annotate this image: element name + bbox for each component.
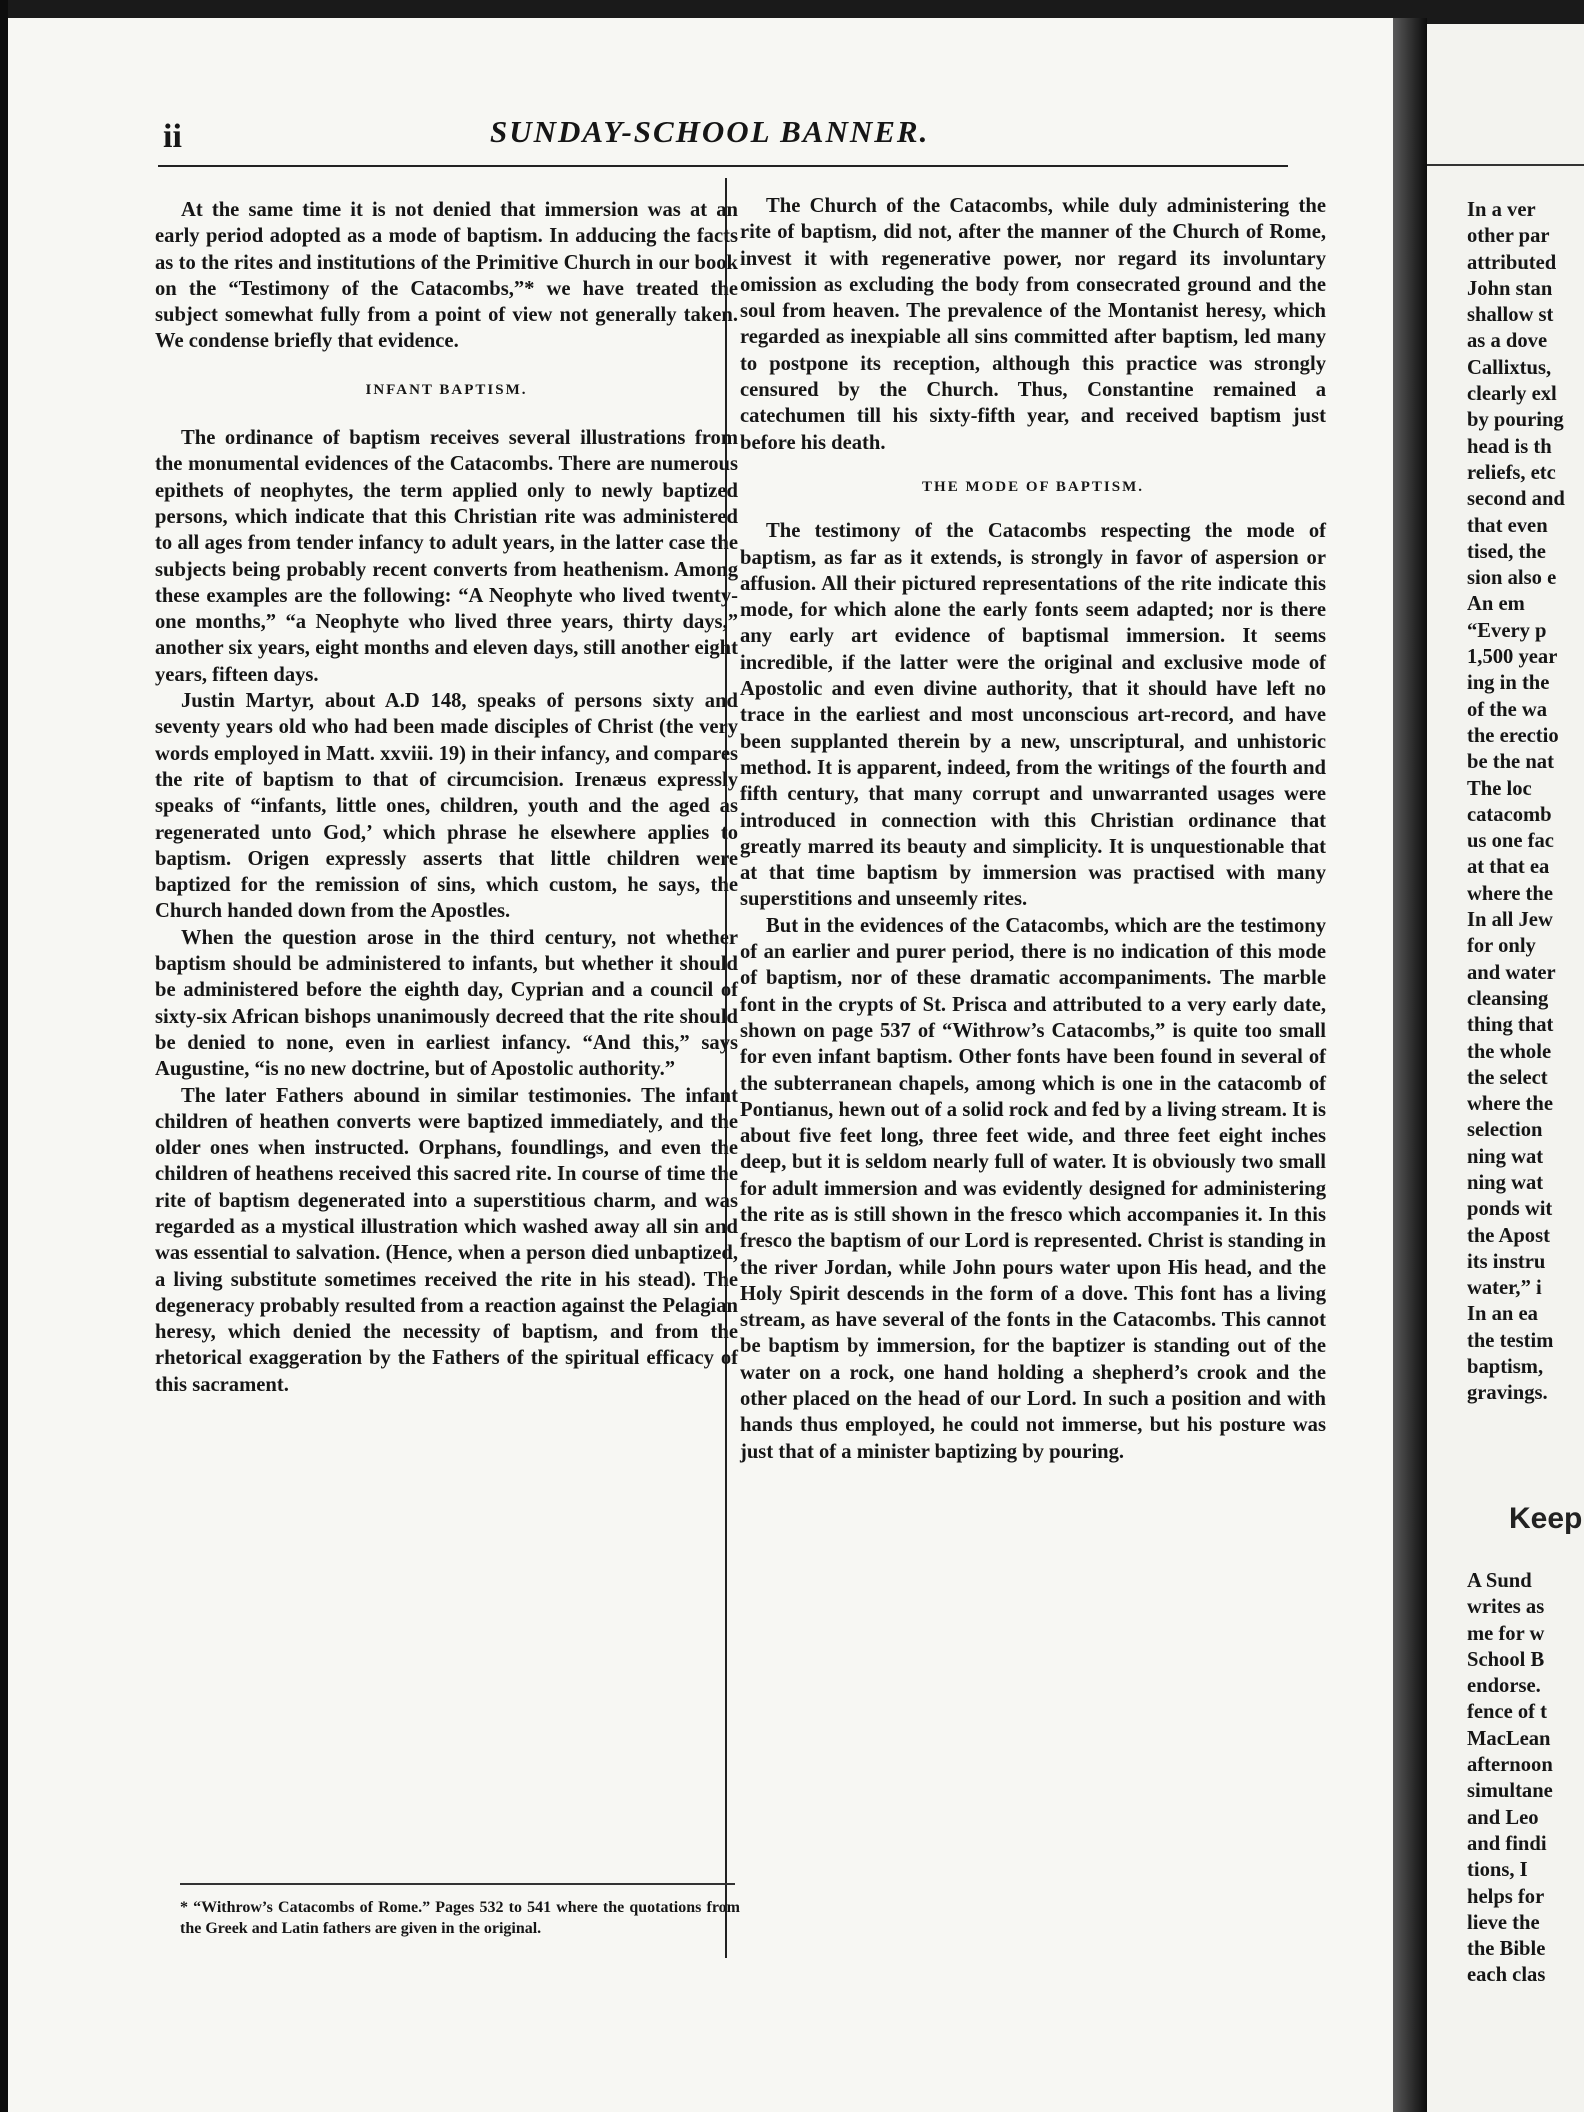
- intro-paragraph: At the same time it is not denied that immersion was at an early period adopted as a mode of baptism. In adducing the facts as to the rites and institutions of the Primitive Church in our book on the “Testimony of the Catacombs,”* we have treated the subject somewhat fully from a point of view not generally taken. We condense briefly that evidence.: [155, 199, 738, 353]
- right-text-line: ponds wit: [1467, 1198, 1553, 1221]
- right-text-line: Callixtus,: [1467, 356, 1552, 379]
- middle-column: [740, 193, 1326, 1465]
- running-head: SUNDAY-SCHOOL BANNER.: [490, 114, 930, 149]
- right-text-line: us one fac: [1467, 830, 1554, 853]
- right-text-line: the Bible: [1467, 1938, 1546, 1961]
- footnote-rule: [180, 1883, 735, 1885]
- right-text-line: the testim: [1467, 1329, 1554, 1352]
- scan-edge: [0, 0, 8, 2112]
- right-text-line: for only: [1467, 935, 1536, 958]
- right-text-line: by pouring: [1467, 409, 1564, 432]
- right-text-bottom: [1467, 1568, 1584, 1989]
- right-text-line: and Leo: [1467, 1806, 1539, 1829]
- right-text-top: [1467, 197, 1584, 1407]
- right-text-line: “Every p: [1467, 619, 1547, 642]
- right-text-line: and findi: [1467, 1832, 1547, 1855]
- right-text-line: MacLean: [1467, 1727, 1551, 1750]
- paragraph: The ordinance of baptism receives several illustrations from the monumental evidences of the Catacombs. There are numerous epithets of neophytes, the term applied only to newly baptized persons, which indicate that this Christian rite was administered to all ages from tender infancy to adult years, in the latter case the subjects being probably recent converts from heathenism. Among these examples are the following: “A Neophyte who lived twenty-one months,” “a Neophyte who lived three years, thirty days,” another six years, eight months and eleven days, still another eight years, fifteen days.: [155, 427, 738, 686]
- right-header-rule: [1427, 164, 1584, 166]
- left-column: [155, 197, 738, 1398]
- right-text-line: at that ea: [1467, 856, 1550, 879]
- right-text-line: sion also e: [1467, 567, 1557, 590]
- right-text-line: that even: [1467, 514, 1548, 537]
- right-text-line: the erectio: [1467, 724, 1559, 747]
- right-text-line: the select: [1467, 1066, 1548, 1089]
- right-text-line: ning wat: [1467, 1171, 1544, 1194]
- right-text-line: endorse.: [1467, 1675, 1541, 1698]
- right-text-line: attributed: [1467, 251, 1557, 274]
- paragraph: Justin Martyr, about A.D 148, speaks of persons sixty and seventy years old who had been made disciples of Christ (the very words employed in Matt. xxviii. 19) in their infancy, and compares the rite of baptism to that of circumcision. Irenæus expressly speaks of “infants, little ones, children, youth and the aged as regenerated unto God,’ which phrase he elsewhere applies to baptism. Origen expressly asserts that little children were baptized for the remission of sins, which custom, he says, the Church handed down from the Apostles.: [155, 690, 738, 923]
- right-text-line: School B: [1467, 1648, 1545, 1671]
- right-text-line: clearly exl: [1467, 383, 1557, 406]
- right-text-line: In an ea: [1467, 1303, 1538, 1326]
- right-text-line: lieve the: [1467, 1911, 1540, 1934]
- right-text-line: In all Jew: [1467, 909, 1553, 932]
- right-text-line: The loc: [1467, 777, 1532, 800]
- right-text-line: tions, I: [1467, 1859, 1528, 1882]
- right-text-line: John stan: [1467, 277, 1553, 300]
- right-text-line: the whole: [1467, 1040, 1552, 1063]
- right-text-line: baptism,: [1467, 1356, 1544, 1379]
- book-gutter: [1393, 18, 1427, 2112]
- intro-paragraph: The Church of the Catacombs, while duly administering the rite of baptism, did not, after the manner of the Church of Rome, invest it with regenerative power, nor regard its involuntary omission as excluding the body from consecrated ground and the soul from heaven. The prevalence of the Montanist heresy, which regarded as inexpiable all sins committed after baptism, led many to postpone its reception, although this practice was strongly censured by the Church. Thus, Constantine remained a catechumen till his sixty-fifth year, and received baptism just before his death.: [740, 195, 1326, 454]
- right-text-line: tised, the: [1467, 540, 1546, 563]
- right-text-line: 1,500 year: [1467, 646, 1558, 669]
- right-text-line: the Apost: [1467, 1224, 1550, 1247]
- section-heading-infant-baptism: INFANT BAPTISM.: [365, 381, 528, 398]
- right-text-line: where the: [1467, 1093, 1553, 1116]
- right-page-fragment: [1427, 24, 1584, 2112]
- right-text-line: other par: [1467, 225, 1550, 248]
- right-text-line: and water: [1467, 961, 1556, 984]
- paragraph: The later Fathers abound in similar testimonies. The infant children of heathen converts were baptized immediately, and the older ones when instructed. Orphans, foundlings, and even the children of heathens received this sacred rite. In course of time the rite of baptism degenerated into a superstitious charm, and was regarded as a mystical illustration which washed away all sin and was essential to salvation. (Hence, when a person died unbaptized, a living substitute sometimes received the rite in his stead). The degeneracy probably resulted from a reaction against the Pelagian heresy, which denied the necessity of baptism, and from the rhetorical exaggeration by the Fathers of the spiritual efficacy of this sacrament.: [155, 1084, 738, 1396]
- right-text-line: catacomb: [1467, 803, 1552, 826]
- right-section-title: Keep: [1509, 1502, 1583, 1535]
- right-text-line: fence of t: [1467, 1701, 1548, 1724]
- right-text-line: In a ver: [1467, 199, 1536, 221]
- right-text-line: where the: [1467, 882, 1553, 905]
- right-text-line: writes as: [1467, 1596, 1545, 1619]
- right-text-line: gravings.: [1467, 1382, 1548, 1405]
- right-text-line: reliefs, etc: [1467, 461, 1556, 484]
- right-text-line: helps for: [1467, 1885, 1545, 1908]
- right-text-line: its instru: [1467, 1250, 1546, 1273]
- right-text-line: be the nat: [1467, 751, 1554, 774]
- right-text-line: thing that: [1467, 1014, 1554, 1037]
- footnote: * “Withrow’s Catacombs of Rome.” Pages 532 to 541 where the quotations from the Greek and Latin fathers are given in the original.: [180, 1899, 740, 1937]
- paragraph: The testimony of the Catacombs respecting the mode of baptism, as far as it extends, is strongly in favor of aspersion or affusion. All their pictured representations of the rite indicate this mode, for which alone the early fonts seem adapted; nor is there any early art evidence of baptismal immersion. It seems incredible, if the latter were the original and exclusive mode of Apostolic and even divine authority, that it should have left no trace in the earliest and most unconscious art-record, and have been supplanted therein by a new, unscriptural, and unhistoric method. It is apparent, indeed, from the writings of the fourth and fifth century, that many corrupt and unwarranted usages were introduced in connection with this Christian ordinance that greatly marred its beauty and simplicity. It is unquestionable that at that time baptism by immersion was practised with many superstitions and unseemly rites.: [740, 520, 1326, 911]
- right-text-line: selection: [1467, 1119, 1543, 1142]
- paragraph: When the question arose in the third century, not whether baptism should be administered to infants, but whether it should be administered before the eighth day, Cyprian and a council of sixty-six African bishops unanimously decreed that the rite should be denied to none, even in earliest infancy. “And this,” says Augustine, “is no new doctrine, but of Apostolic authority.”: [155, 926, 738, 1081]
- right-text-line: cleansing: [1467, 987, 1549, 1010]
- right-text-line: of the wa: [1467, 698, 1548, 721]
- section-heading-mode-of-baptism: THE MODE OF BAPTISM.: [922, 478, 1144, 495]
- right-text-line: head is th: [1467, 435, 1552, 458]
- right-text-line: An em: [1467, 593, 1525, 616]
- right-text-line: ing in the: [1467, 672, 1550, 695]
- right-text-line: A Sund: [1467, 1570, 1532, 1592]
- page-number: ii: [163, 118, 182, 155]
- paragraph: But in the evidences of the Catacombs, which are the testimony of an earlier and purer period, there is no indication of this mode of baptism, nor of these dramatic accompaniments. The marble font in the crypts of St. Prisca and attributed to a very early date, shown on page 537 of “Withrow’s Catacombs,” is quite too small for even infant baptism. Other fonts have been found in several of the subterranean chapels, among which is one in the catacomb of Pontianus, hewn out of a solid rock and fed by a living stream. It is about five feet long, three feet wide, and three feet eight inches deep, but it is seldom nearly full of water. It is obviously two small for adult immersion and was evidently designed for administering the rite as is still shown in the fresco which accompanies it. In this fresco the baptism of our Lord is represented. Christ is standing in the river Jordan, while John pours water upon His head, and the Holy Spirit descends in the form of a dove. This font has a living stream, as have several of the fonts in the Catacombs. This cannot be baptism by immersion, for the baptizer is standing out of the water on a rock, one hand holding a shepherd’s crook and the other placed on the head of our Lord. In such a position and with hands thus employed, he could not immerse, but his posture was just that of a minister baptizing by pouring.: [740, 914, 1326, 1463]
- right-text-line: water,” i: [1467, 1277, 1542, 1300]
- right-text-line: shallow st: [1467, 304, 1554, 327]
- right-text-line: second and: [1467, 488, 1565, 511]
- right-text-line: simultane: [1467, 1780, 1553, 1803]
- header-rule: [158, 165, 1288, 167]
- right-text-line: afternoon: [1467, 1754, 1553, 1777]
- right-text-line: as a dove: [1467, 330, 1548, 353]
- right-text-line: ning wat: [1467, 1145, 1544, 1168]
- right-text-line: me for w: [1467, 1622, 1545, 1645]
- right-text-line: each clas: [1467, 1964, 1546, 1987]
